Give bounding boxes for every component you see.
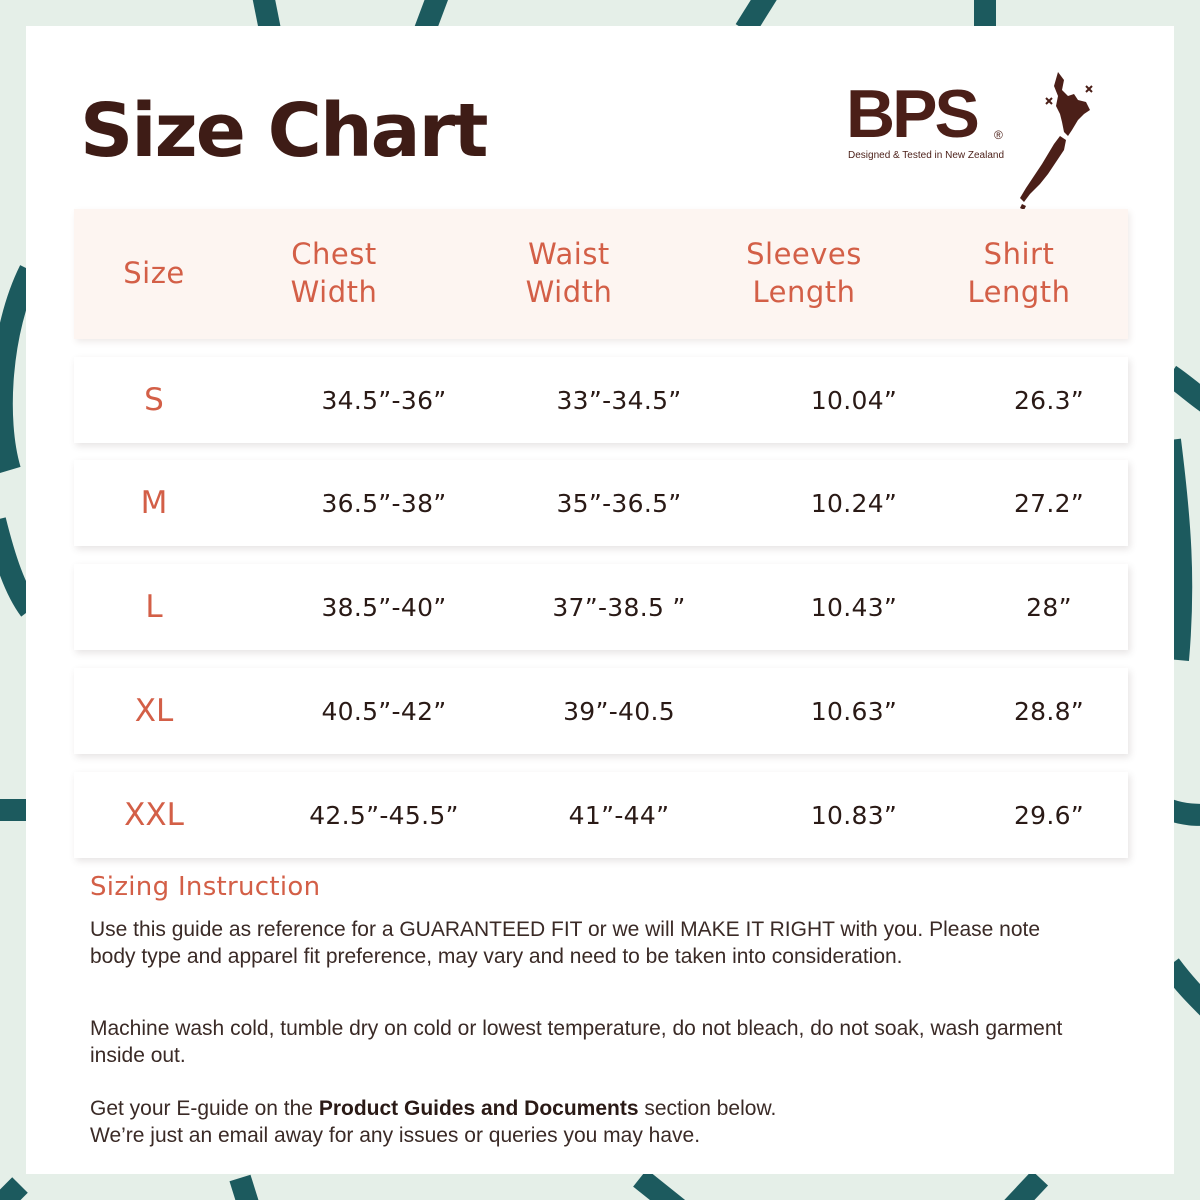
chest-cell: 36.5”-38” xyxy=(321,488,447,518)
waist-cell: 33”-34.5” xyxy=(556,385,682,415)
chest-cell: 40.5”-42” xyxy=(321,696,447,726)
deco-curve xyxy=(1010,1178,1040,1200)
table-row xyxy=(74,668,1128,754)
waist-cell: 35”-36.5” xyxy=(556,488,682,518)
eguide-suffix: section below. xyxy=(638,1097,777,1120)
sleeves-cell: 10.43” xyxy=(810,592,898,622)
sleeves-cell: 10.63” xyxy=(810,696,898,726)
shirt-cell: 28” xyxy=(1026,592,1072,622)
brand-logo xyxy=(838,70,1098,210)
header-waist-line1: Waist xyxy=(528,237,610,272)
waist-cell: 37”-38.5 ” xyxy=(552,592,686,622)
deco-curve xyxy=(1170,375,1200,405)
sleeves-cell: 10.04” xyxy=(810,385,898,415)
header-chest-line2: Width xyxy=(290,275,378,309)
size-cell: XXL xyxy=(124,797,184,833)
header-sleeves-line2: Length xyxy=(752,275,856,309)
header-shirt-length xyxy=(904,209,1134,339)
deco-curve xyxy=(1170,810,1200,815)
size-cell: S xyxy=(144,382,164,418)
header-waist-line2: Width xyxy=(525,275,613,309)
header-chest-line1: Chest xyxy=(291,237,377,272)
deco-curve xyxy=(240,1178,250,1200)
instructions-title: Sizing Instruction xyxy=(90,872,321,902)
shirt-cell: 28.8” xyxy=(1013,696,1085,726)
new-zealand-map-icon xyxy=(1016,70,1098,210)
size-chart-card xyxy=(26,26,1174,1174)
table-header-row xyxy=(74,209,1128,339)
size-cell: M xyxy=(140,485,168,521)
instructions-paragraph-eguide xyxy=(90,1095,1070,1149)
sleeves-cell: 10.24” xyxy=(810,488,898,518)
page-title: Size Chart xyxy=(80,88,487,174)
chest-cell: 34.5”-36” xyxy=(321,385,447,415)
table-row xyxy=(74,357,1128,443)
size-cell: L xyxy=(145,589,163,625)
size-cell: XL xyxy=(134,693,174,729)
header-shirt-line2: Length xyxy=(967,275,1071,309)
deco-curve xyxy=(0,1185,20,1200)
eguide-prefix: Get your E-guide on the xyxy=(90,1097,319,1120)
logo-wordmark: BPS xyxy=(846,76,977,152)
header-size: Size xyxy=(123,256,185,291)
deco-curve xyxy=(1170,965,1200,1010)
header-sleeves-length xyxy=(674,209,934,339)
logo-tagline: Designed & Tested in New Zealand xyxy=(848,150,1005,161)
header-shirt-line1: Shirt xyxy=(983,237,1055,272)
instructions-paragraph-care: Machine wash cold, tumble dry on cold or lowest temperature, do not bleach, do not soak, wash garment inside out. xyxy=(90,1017,1063,1067)
contact-line: We’re just an email away for any issues or queries you may have. xyxy=(90,1124,701,1147)
table-row xyxy=(74,460,1128,546)
deco-curve xyxy=(640,1178,680,1200)
waist-cell: 39”-40.5 xyxy=(563,696,675,726)
table-row xyxy=(74,564,1128,650)
header-sleeves-line1: Sleeves xyxy=(746,237,862,272)
registered-mark: ® xyxy=(994,128,1003,142)
header-waist-width xyxy=(439,209,699,339)
shirt-cell: 29.6” xyxy=(1013,800,1085,830)
header-chest-width xyxy=(204,209,464,339)
chest-cell: 38.5”-40” xyxy=(321,592,447,622)
sizing-instructions xyxy=(90,872,1090,1147)
sleeves-cell: 10.83” xyxy=(810,800,898,830)
product-guides-link-text: Product Guides and Documents xyxy=(318,1097,639,1120)
shirt-cell: 26.3” xyxy=(1013,385,1085,415)
waist-cell: 41”-44” xyxy=(568,800,670,830)
table-row xyxy=(74,772,1128,858)
shirt-cell: 27.2” xyxy=(1013,488,1085,518)
instructions-paragraph-fit: Use this guide as reference for a GUARANTEED FIT or we will MAKE IT RIGHT with you. Please note body type and apparel fit preference, may vary and need to be taken into consideration. xyxy=(90,918,1041,968)
chest-cell: 42.5”-45.5” xyxy=(309,800,459,830)
